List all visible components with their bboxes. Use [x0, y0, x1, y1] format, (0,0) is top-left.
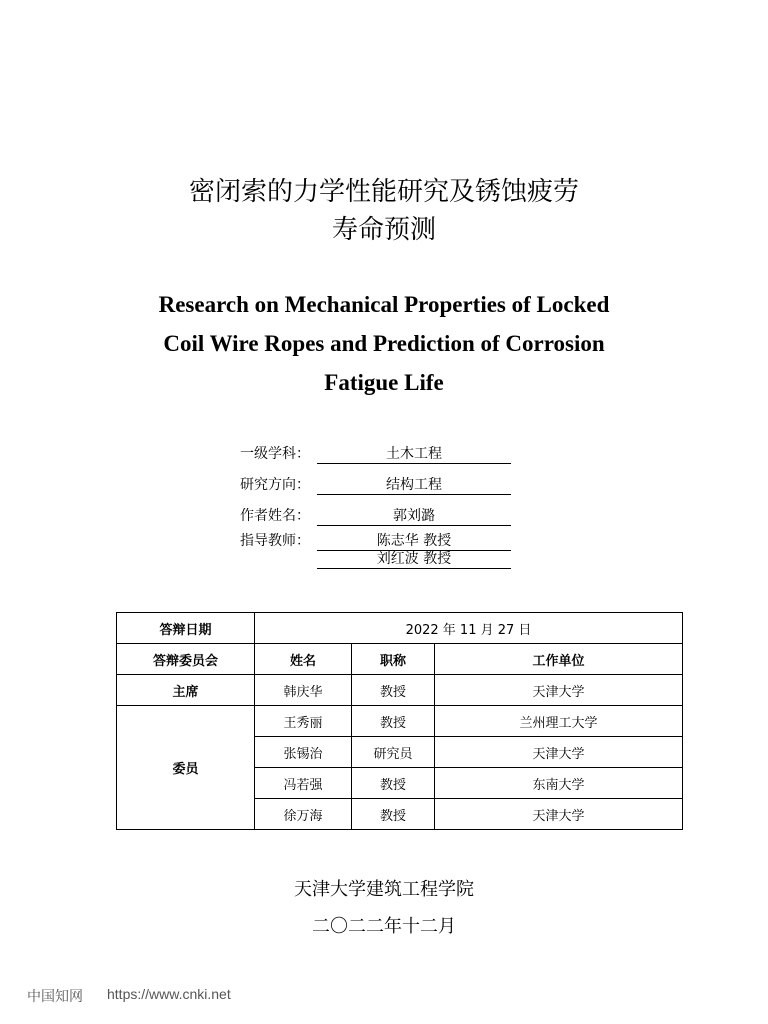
advisor-value-2: 刘红波 教授	[317, 548, 511, 569]
member-unit: 天津大学	[435, 737, 683, 768]
school-name: 天津大学建筑工程学院	[294, 879, 474, 900]
discipline-value: 土木工程	[317, 443, 511, 464]
member-name: 冯若强	[255, 768, 352, 799]
member-unit: 东南大学	[435, 768, 683, 799]
member-name: 王秀丽	[255, 706, 352, 737]
direction-value: 结构工程	[317, 474, 511, 495]
member-title: 教授	[352, 768, 435, 799]
cnki-url-link[interactable]: https://www.cnki.net	[107, 986, 231, 1002]
table-row	[117, 675, 683, 706]
member-title: 教授	[352, 706, 435, 737]
discipline-label: 一级学科：	[240, 446, 310, 462]
member-name: 徐万海	[255, 799, 352, 830]
advisor-value-1: 陈志华 教授	[317, 530, 511, 551]
cnki-brand: 中国知网	[27, 989, 83, 1005]
chair-unit: 天津大学	[435, 675, 683, 706]
date-value: 2022 年 11 月 27 日	[255, 613, 683, 644]
chair-title: 教授	[352, 675, 435, 706]
title-en-line1: Research on Mechanical Properties of Locked	[158, 292, 610, 317]
direction-label: 研究方向：	[240, 477, 310, 493]
member-label: 委员	[117, 706, 255, 830]
title-en-line3: Fatigue Life	[324, 370, 444, 395]
header-title: 职称	[352, 644, 435, 675]
committee-table	[116, 612, 683, 830]
author-value: 郭刘潞	[317, 505, 511, 526]
title-cn-line1: 密闭索的力学性能研究及锈蚀疲劳	[188, 177, 579, 207]
member-unit: 天津大学	[435, 799, 683, 830]
header-committee: 答辩委员会	[117, 644, 255, 675]
table-row	[117, 706, 683, 737]
table-row	[117, 613, 683, 644]
chair-name: 韩庆华	[255, 675, 352, 706]
member-title: 研究员	[352, 737, 435, 768]
member-unit: 兰州理工大学	[435, 706, 683, 737]
member-title: 教授	[352, 799, 435, 830]
author-label: 作者姓名：	[240, 508, 310, 524]
thesis-date: 二〇二二年十二月	[312, 916, 456, 937]
header-unit: 工作单位	[435, 644, 683, 675]
title-en-line2: Coil Wire Ropes and Prediction of Corrosion	[163, 331, 605, 356]
member-name: 张锡治	[255, 737, 352, 768]
chair-label: 主席	[117, 675, 255, 706]
advisor-label: 指导教师：	[240, 533, 310, 549]
header-name: 姓名	[255, 644, 352, 675]
date-label: 答辩日期	[117, 613, 255, 644]
table-row	[117, 644, 683, 675]
title-cn-line2: 寿命预测	[331, 215, 436, 245]
